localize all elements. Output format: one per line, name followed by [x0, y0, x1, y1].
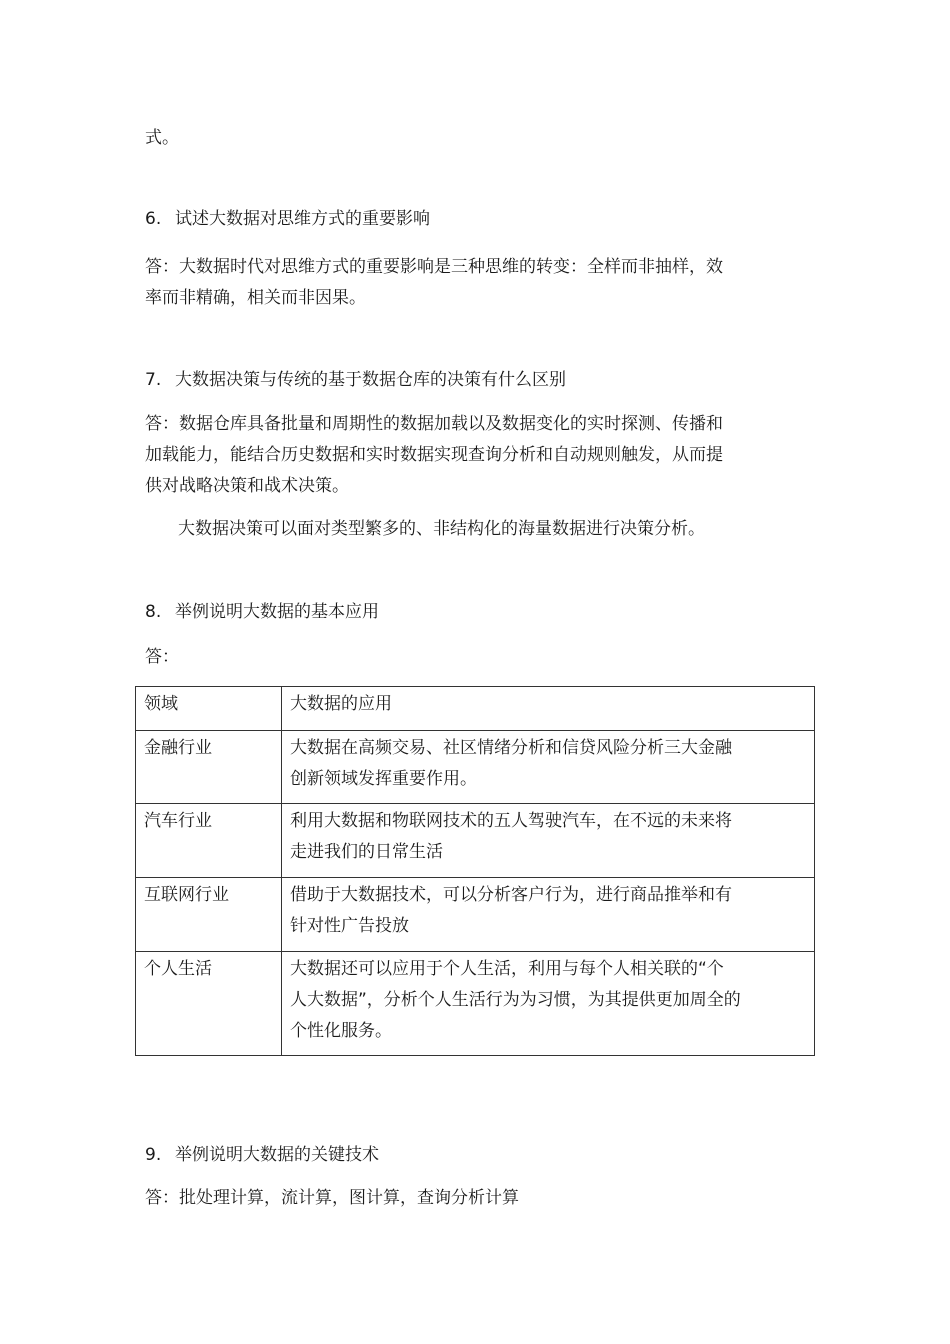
cell-line: 个性化服务。 [290, 1021, 392, 1041]
question-number: 8. [145, 602, 162, 622]
answer-8-label: 答： [145, 647, 179, 667]
header-cell-application: 大数据的应用 [282, 687, 815, 731]
answer-6-line-1: 答：大数据时代对思维方式的重要影响是三种思维的转变：全样而非抽样，效 [145, 257, 723, 277]
applications-table [135, 686, 815, 1056]
table-row [136, 731, 815, 804]
table-row [136, 804, 815, 878]
application-cell [282, 804, 815, 878]
question-9 [145, 1143, 379, 1167]
question-text: 试述大数据对思维方式的重要影响 [175, 209, 430, 229]
question-6 [145, 207, 430, 231]
field-cell: 个人生活 [136, 952, 282, 1056]
table-row [136, 878, 815, 952]
header-cell-field: 领域 [136, 687, 282, 731]
continuation-text: 式。 [145, 128, 179, 148]
application-cell [282, 878, 815, 952]
answer-7-line-3: 供对战略决策和战术决策。 [145, 476, 349, 496]
cell-line: 大数据在高频交易、社区情绪分析和信贷风险分析三大金融 [290, 738, 732, 758]
question-number: 7. [145, 370, 162, 390]
answer-7-line-2: 加载能力，能结合历史数据和实时数据实现查询分析和自动规则触发，从而提 [145, 445, 723, 465]
table-header-row [136, 687, 815, 731]
question-8 [145, 600, 379, 624]
application-cell [282, 952, 815, 1056]
table-row [136, 952, 815, 1056]
question-text: 举例说明大数据的基本应用 [175, 602, 379, 622]
answer-7-line-1: 答：数据仓库具备批量和周期性的数据加载以及数据变化的实时探测、传播和 [145, 414, 723, 434]
cell-line: 人大数据”，分析个人生活行为为习惯，为其提供更加周全的 [290, 990, 741, 1010]
question-number: 9. [145, 1145, 162, 1165]
question-text: 举例说明大数据的关键技术 [175, 1145, 379, 1165]
field-cell: 金融行业 [136, 731, 282, 804]
question-text: 大数据决策与传统的基于数据仓库的决策有什么区别 [175, 370, 566, 390]
cell-line: 借助于大数据技术，可以分析客户行为，进行商品推举和有 [290, 885, 732, 905]
cell-line: 针对性广告投放 [290, 916, 409, 936]
cell-line: 大数据还可以应用于个人生活，利用与每个人相关联的“个 [290, 959, 724, 979]
answer-9: 答：批处理计算，流计算，图计算，查询分析计算 [145, 1188, 519, 1208]
cell-line: 创新领域发挥重要作用。 [290, 769, 477, 789]
question-7 [145, 368, 566, 392]
field-cell: 汽车行业 [136, 804, 282, 878]
cell-line: 利用大数据和物联网技术的五人驾驶汽车，在不远的未来将 [290, 811, 732, 831]
field-cell: 互联网行业 [136, 878, 282, 952]
answer-7-paragraph-2: 大数据决策可以面对类型繁多的、非结构化的海量数据进行决策分析。 [178, 519, 705, 539]
application-cell [282, 731, 815, 804]
answer-6-line-2: 率而非精确，相关而非因果。 [145, 288, 366, 308]
cell-line: 走进我们的日常生活 [290, 842, 443, 862]
question-number: 6. [145, 209, 162, 229]
